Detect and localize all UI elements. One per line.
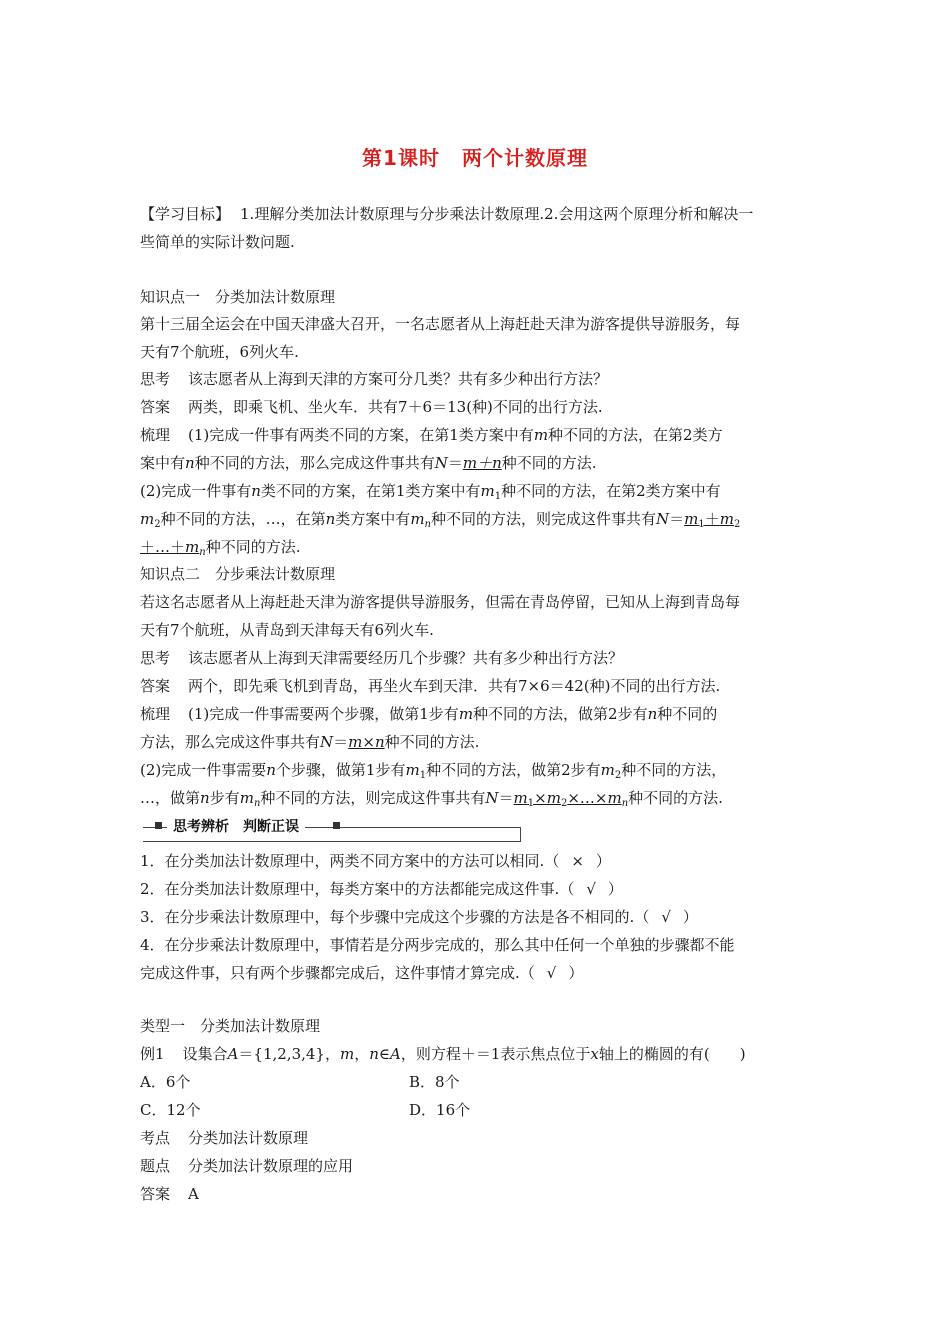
kp2-intro-2: 天有7个航班，从青岛到天津每天有6列火车. — [140, 621, 434, 639]
kp1-sort-1 — [140, 425, 723, 445]
judge-mark: √ — [546, 964, 557, 982]
kp1-sort-text: (1)完成一件事有两类不同的方案，在第1类方案中有 — [188, 426, 534, 444]
kp1-sort-text: 种不同的方法，…，在第 — [160, 510, 326, 528]
kp1-think — [140, 369, 608, 389]
kp2-sort-text: 种不同的方法. — [628, 789, 723, 807]
banner-square-icon — [155, 822, 162, 829]
kp2-answer-label: 答案 — [140, 677, 171, 695]
banner-square-icon — [333, 822, 340, 829]
var-m1: m — [480, 482, 495, 500]
kp2-sort-4: …，做第n步有$m_n$种不同的方法，则完成这件事共有$N=m_1\times m_2\times\dots\times m_n$种不同的方法. — [140, 789, 723, 809]
kp1-sort-text: 案中有 — [140, 454, 186, 472]
kp1-think-text: 该志愿者从上海到天津的方案可分几类？共有多少种出行方法？ — [188, 370, 609, 388]
judge-mark: × — [571, 852, 584, 870]
kp2-sort-text: (2)完成一件事需要 — [140, 761, 267, 779]
kp2-answer — [140, 676, 720, 696]
kp1-sort-text: 种不同的方法，那么完成这件事共有 — [194, 454, 435, 472]
kp2-intro-1: 若这名志愿者从上海赶赴天津为游客提供导游服务，但需在青岛停留，已知从上海到青岛每 — [140, 593, 741, 611]
tidian-label: 题点 — [140, 1157, 171, 1175]
equals-sign: ＝ — [498, 789, 514, 807]
judge-item: 2．在分类加法计数原理中，每类方案中的方法都能完成这件事.（ √ ） — [140, 880, 623, 898]
kp1-sort-label: 梳理 — [140, 426, 171, 444]
title-lesson: 第1课时 — [362, 146, 440, 170]
kp2-heading: 知识点二 分步乘法计数原理 — [140, 565, 336, 583]
kp1-sort-text: 类不同的方案，在第1类方案中有 — [260, 482, 481, 500]
kp2-sort-text: 种不同的方法，则完成这件事共有 — [260, 789, 486, 807]
kp2-sort-3: (2)完成一件事需要n个步骤，做第1步有$m_1$种不同的方法，做第2步有$m_2$种不同的方法， — [140, 761, 727, 781]
kaodian-label: 考点 — [140, 1129, 171, 1147]
kp2-sort-label: 梳理 — [140, 705, 171, 723]
tidian-text: 分类加法计数原理的应用 — [188, 1157, 354, 1175]
kp2-think-label: 思考 — [140, 649, 171, 667]
kaodian — [140, 1128, 308, 1148]
kp1-answer-text: 两类，即乘飞机、坐火车．共有7＋6＝13(种)不同的出行方法. — [188, 398, 603, 416]
var-m1: m — [405, 761, 420, 779]
option-c: C．12个 — [140, 1101, 201, 1119]
kp1-answer — [140, 397, 603, 417]
var-mn: m — [410, 510, 425, 528]
var-m2: m — [140, 510, 155, 528]
example-label: 例1 — [140, 1045, 165, 1063]
var-m: m — [533, 426, 549, 444]
judge-mark: √ — [661, 908, 671, 926]
judge-item: 完成这件事，只有两个步骤都完成后，这件事情才算完成.（ √ ） — [140, 964, 584, 982]
objectives-line-1 — [140, 204, 753, 224]
option-d: D．16个 — [409, 1101, 471, 1119]
option-b: B．8个 — [409, 1073, 460, 1091]
var-n: n — [325, 510, 336, 528]
option-a: A．6个 — [140, 1073, 191, 1091]
kp1-sort-text: 种不同的方法，在第2类方 — [548, 426, 723, 444]
kp2-sort-2 — [140, 732, 479, 752]
banner-text-2: 判断正误 — [243, 819, 299, 835]
equals-sign: ＝ — [447, 454, 463, 472]
var-m2: m — [600, 761, 615, 779]
example-answer — [140, 1184, 199, 1204]
fill-answer: m×n — [348, 733, 385, 751]
objectives-line-2: 些简单的实际计数问题. — [140, 233, 295, 251]
kp1-sort-text: 种不同的方法，在第2类方案中有 — [501, 482, 721, 500]
var-n: n — [266, 761, 276, 779]
kp1-answer-label: 答案 — [140, 398, 171, 416]
objectives-text-1: 1.理解分类加法计数原理与分步乘法计数原理.2.会用这两个原理分析和解决一 — [240, 205, 754, 223]
kp2-sort-text: …，做第 — [140, 789, 201, 807]
kp2-sort-text: 种不同的 — [657, 705, 718, 723]
kp1-sort-text: 种不同的方法，则完成这件事共有 — [431, 510, 657, 528]
var-N: N — [434, 454, 448, 472]
example-1: 例1 设集合A＝{1,2,3,4}，m，n∈A，则方程＋＝1表示焦点位于x轴上的椭圆的有( ) — [140, 1045, 746, 1063]
fill-answer: $m_1+m_2$ — [684, 510, 741, 530]
kp2-sort-text: 种不同的方法. — [384, 733, 480, 751]
var-N: N — [320, 733, 334, 751]
judge-item: 4．在分步乘法计数原理中，事情若是分两步完成的，那么其中任何一个单独的步骤都不能 — [140, 936, 735, 954]
answer-text: A — [188, 1185, 199, 1203]
kp1-sort-3: (2)完成一件事有n类不同的方案，在第1类方案中有$m_1$种不同的方法，在第2类方案中有 — [140, 482, 721, 502]
kp1-sort-4: $m_2$种不同的方法，…，在第n类方案中有$m_n$种不同的方法，则完成这件事共有$N=m_1+m_2$ — [140, 510, 741, 530]
kp1-intro-1: 第十三届全运会在中国天津盛大召开，一名志愿者从上海赶赴天津为游客提供导游服务，每 — [140, 315, 741, 333]
banner-text — [167, 817, 305, 837]
kp2-sort-text: 种不同的方法， — [621, 761, 727, 779]
title-topic: 两个计数原理 — [461, 146, 588, 170]
fill-answer: $+\dots+m_n$ — [140, 538, 206, 558]
var-n: n — [647, 705, 658, 723]
var-m: m — [458, 705, 474, 723]
answer-label: 答案 — [140, 1185, 171, 1203]
kp2-sort-text: 个步骤，做第1步有 — [275, 761, 406, 779]
fill-answer: m＋n — [462, 454, 502, 472]
kp2-sort-1 — [140, 704, 717, 724]
kaodian-text: 分类加法计数原理 — [188, 1129, 309, 1147]
section-banner — [143, 817, 521, 843]
equals-sign: ＝ — [669, 510, 685, 528]
judge-item: 1．在分类加法计数原理中，两类不同方案中的方法可以相同.（ × ） — [140, 852, 611, 870]
kp1-sort-2 — [140, 453, 597, 473]
kp2-think-text: 该志愿者从上海到天津需要经历几个步骤？共有多少种出行方法？ — [188, 649, 624, 667]
equals-sign: ＝ — [333, 733, 349, 751]
page-title — [0, 142, 950, 171]
kp1-intro-2: 天有7个航班，6列火车. — [140, 343, 299, 361]
banner-text-1: 思考辨析 — [173, 819, 229, 835]
var-mn: m — [239, 789, 254, 807]
kp2-answer-text: 两个，即先乘飞机到青岛，再坐火车到天津．共有7×6＝42(种)不同的出行方法. — [188, 677, 721, 695]
kp2-sort-text: 种不同的方法，做第2步有 — [473, 705, 648, 723]
var-N: N — [656, 510, 670, 528]
kp1-sort-text: 类方案中有 — [335, 510, 411, 528]
judge-item: 3．在分步乘法计数原理中，每个步骤中完成这个步骤的方法是各不相同的.（ √ ） — [140, 908, 698, 926]
kp1-sort-text: (2)完成一件事有 — [140, 482, 252, 500]
kp1-sort-text: 种不同的方法. — [501, 454, 597, 472]
var-n: n — [200, 789, 210, 807]
kp2-sort-text: 种不同的方法，做第2步有 — [426, 761, 601, 779]
kp2-sort-text: 方法，那么完成这件事共有 — [140, 733, 321, 751]
kp1-sort-text: 种不同的方法. — [205, 538, 301, 556]
kp1-think-label: 思考 — [140, 370, 171, 388]
var-n: n — [185, 454, 195, 472]
kp1-sort-5 — [140, 537, 300, 563]
kp2-sort-text: (1)完成一件事需要两个步骤，做第1步有 — [188, 705, 459, 723]
objectives-label: 【学习目标】 — [140, 205, 231, 223]
fill-answer: $m_1\times m_2\times\dots\times m_n$ — [513, 789, 629, 809]
var-N: N — [485, 789, 499, 807]
type1-heading: 类型一 分类加法计数原理 — [140, 1017, 321, 1035]
kp2-think — [140, 648, 623, 668]
tidian — [140, 1156, 353, 1176]
var-n: n — [251, 482, 261, 500]
judge-mark: √ — [586, 880, 596, 898]
kp1-heading: 知识点一 分类加法计数原理 — [140, 288, 336, 306]
kp2-sort-text: 步有 — [209, 789, 240, 807]
